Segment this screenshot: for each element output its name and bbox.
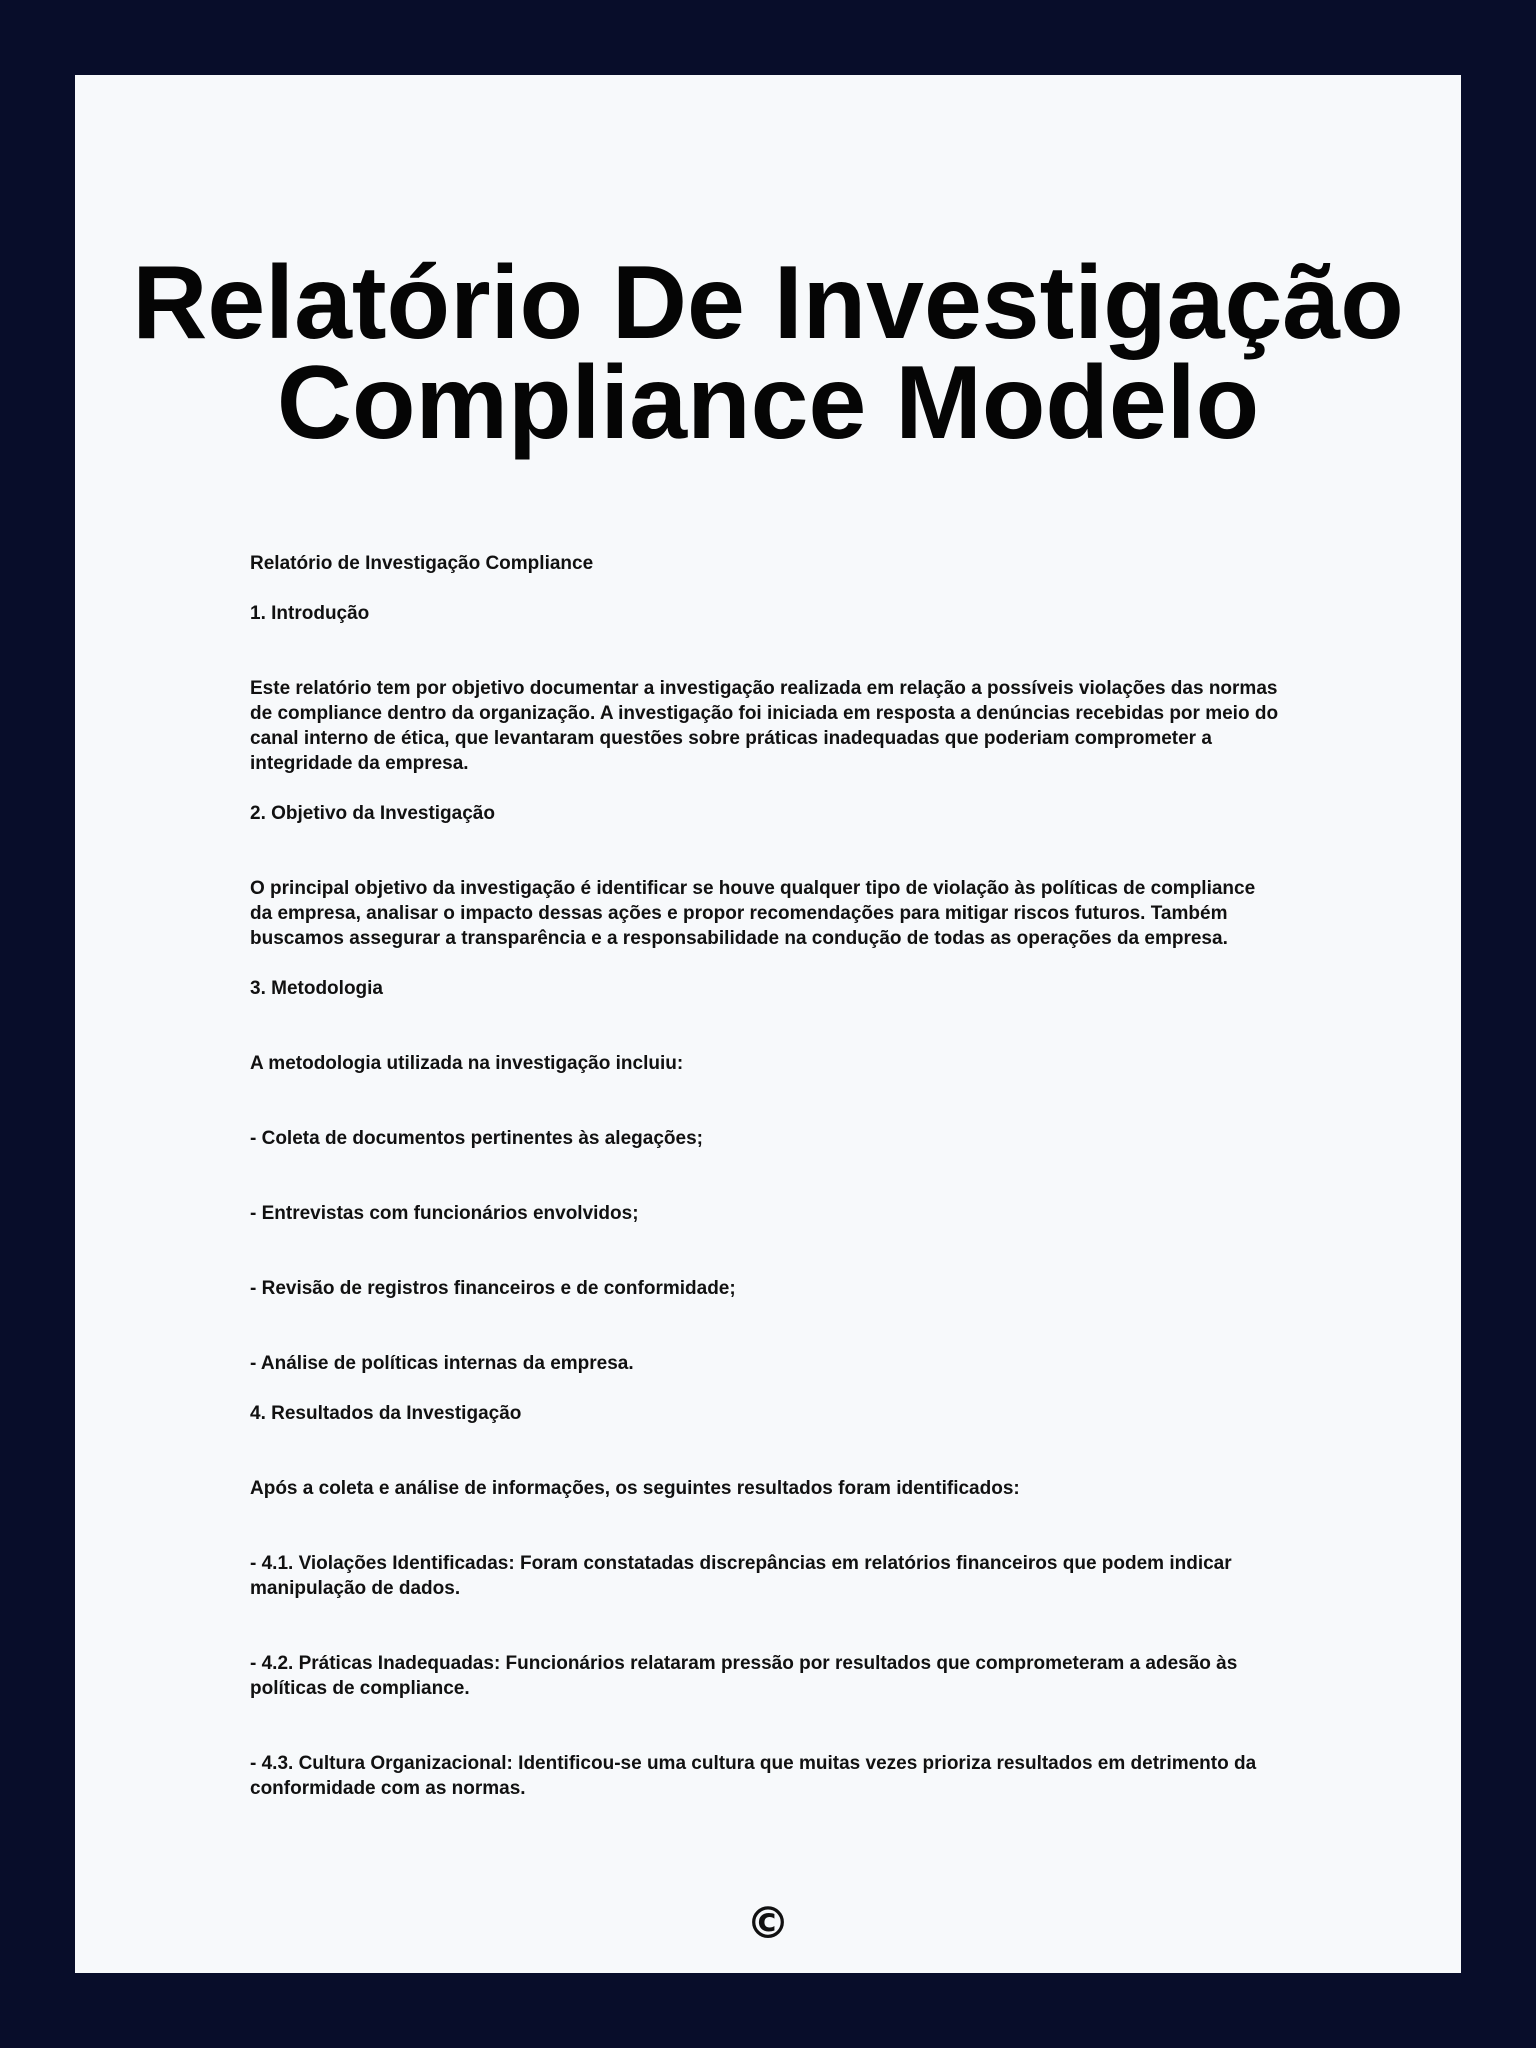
list-item: - Revisão de registros financeiros e de conformidade; <box>250 1278 736 1299</box>
document-page <box>75 75 1461 1973</box>
section-2-body: O principal objetivo da investigação é identificar se houve qualquer tipo de violação às políticas de compliance da empresa, analisar o impacto dessas ações e propor recomendações para mitigar riscos futuros. Também buscamos assegurar a transparência e a responsabilidade na condução de todas as operações da empresa. <box>250 878 1256 949</box>
page-title <box>75 245 1461 461</box>
list-item: - 4.2. Práticas Inadequadas: Funcionários relataram pressão por resultados que comprometeram a adesão às políticas de compliance. <box>250 1653 1238 1699</box>
list-item: - Análise de políticas internas da empresa. <box>250 1353 634 1374</box>
section-3-intro: A metodologia utilizada na investigação incluiu: <box>250 1053 684 1074</box>
section-4-intro: Após a coleta e análise de informações, os seguintes resultados foram identificados: <box>250 1478 1020 1499</box>
title-line-1: Relatório De Investigação <box>132 245 1404 361</box>
section-1-title: 1. Introdução <box>250 603 370 624</box>
section-4-title: 4. Resultados da Investigação <box>250 1403 522 1424</box>
list-item: - 4.3. Cultura Organizacional: Identificou-se uma cultura que muitas vezes prioriza resultados em detrimento da conformidade com as normas. <box>250 1753 1257 1799</box>
list-item: - Coleta de documentos pertinentes às alegações; <box>250 1128 703 1149</box>
section-1-body: Este relatório tem por objetivo documentar a investigação realizada em relação a possíveis violações das normas de compliance dentro da organização. A investigação foi iniciada em resposta a denúncias recebidas por meio do canal interno de ética, que levantaram questões sobre práticas inadequadas que poderiam comprometer a integridade da empresa. <box>250 678 1279 774</box>
title-line-2: Compliance Modelo <box>276 345 1260 461</box>
list-item: - 4.1. Violações Identificadas: Foram constatadas discrepâncias em relatórios financeiros que podem indicar manipulação de dados. <box>250 1553 1232 1599</box>
document-heading: Relatório de Investigação Compliance <box>250 553 594 574</box>
copyright-icon: © <box>746 1898 790 1949</box>
section-2-title: 2. Objetivo da Investigação <box>250 803 495 824</box>
list-item: - Entrevistas com funcionários envolvidos; <box>250 1203 639 1224</box>
section-3-title: 3. Metodologia <box>250 978 383 999</box>
document-body <box>250 551 1280 1801</box>
